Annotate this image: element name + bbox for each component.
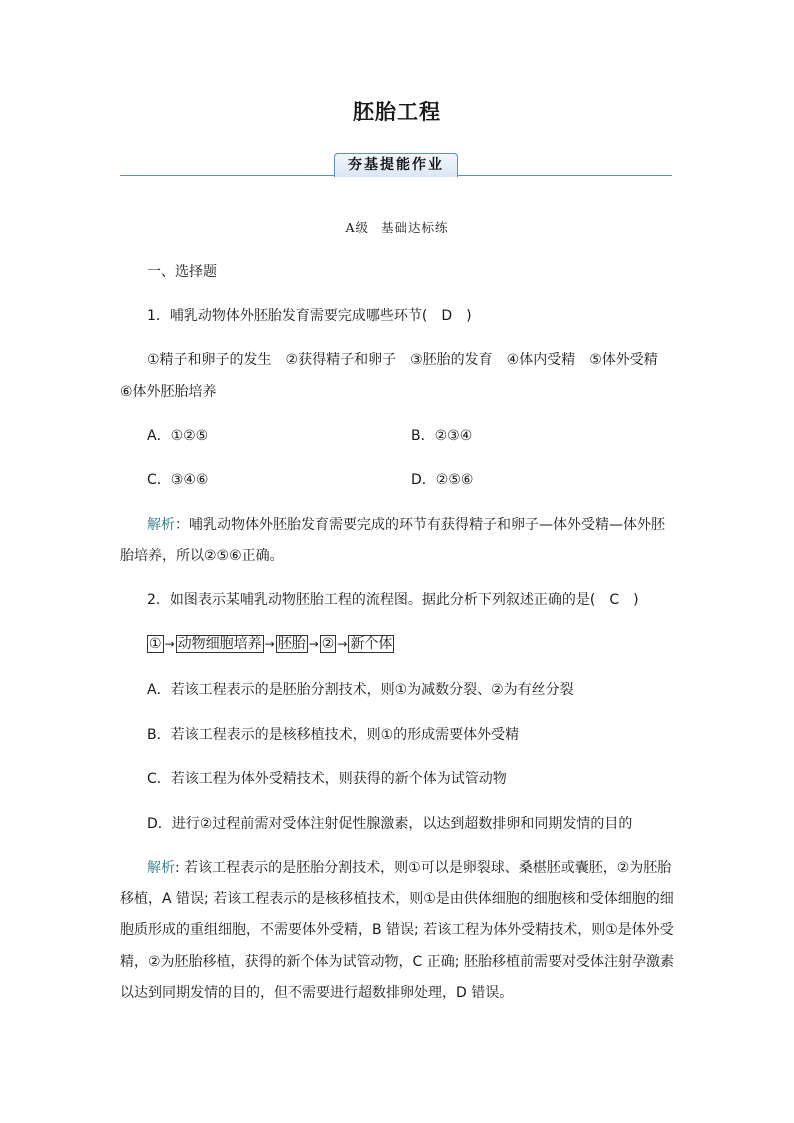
q2-analysis-line4: 精，②为胚胎移植，获得的新个体为试管动物，C 正确; 胚胎移植前需要对受体注射孕激素 xyxy=(120,954,674,970)
flow-step-1: ① xyxy=(149,636,162,652)
q2-option-d: D．进行②过程前需对受体注射促性腺激素，以达到超数排卵和同期发情的目的 xyxy=(147,816,633,832)
q2-option-c: C．若该工程为体外受精技术，则获得的新个体为试管动物 xyxy=(147,771,507,787)
q1-option-b: B．②③④ xyxy=(411,428,473,444)
level-heading xyxy=(0,218,794,236)
q1-option-d: D．②⑤⑥ xyxy=(411,472,474,488)
q2-analysis-line2: 移植，A 错误; 若该工程表示的是核移植技术，则①是由供体细胞的细胞核和受体细胞的细 xyxy=(120,891,674,907)
q1-analysis-label: 解析 xyxy=(147,517,175,533)
q2-analysis-line3: 胞质形成的重组细胞，不需要体外受精，B 错误; 若该工程为体外受精技术，则①是体外受 xyxy=(120,922,674,938)
flow-arrow-icon: → xyxy=(308,637,319,651)
q1-items-line1: ①精子和卵子的发生 ②获得精子和卵子 ③胚胎的发育 ④体内受精 ⑤体外受精 xyxy=(147,352,658,368)
q2-flow-diagram xyxy=(147,635,394,653)
flow-step-3: 胚胎 xyxy=(277,636,306,652)
page-title: 胚胎工程 xyxy=(353,100,441,124)
level-grade: A级 xyxy=(345,220,369,235)
flow-arrow-icon: → xyxy=(337,637,348,651)
q1-option-a: A．①②⑤ xyxy=(147,428,209,444)
homework-banner: 夯基提能作业 xyxy=(334,153,458,177)
q2-option-b: B．若该工程表示的是核移植技术，则①的形成需要体外受精 xyxy=(147,727,520,743)
q1-items-line2: ⑥体外胚胎培养 xyxy=(120,384,217,400)
flow-arrow-icon: → xyxy=(264,637,275,651)
q2-analysis-label: 解析 xyxy=(147,860,175,876)
q1-analysis-line1 xyxy=(147,515,665,535)
q2-analysis-line5: 以达到同期发情的目的，但不需要进行超数排卵处理，D 错误。 xyxy=(120,985,514,1001)
q1-analysis-line2: 胎培养，所以②⑤⑥正确。 xyxy=(120,548,284,564)
flow-step-2: 动物细胞培养 xyxy=(177,636,262,652)
q2-analysis-line1 xyxy=(147,858,671,878)
q1-analysis-text: ：哺乳动物体外胚胎发育需要完成的环节有获得精子和卵子—体外受精—体外胚 xyxy=(175,517,665,533)
q2-option-a: A．若该工程表示的是胚胎分割技术，则①为减数分裂、②为有丝分裂 xyxy=(147,682,574,698)
flow-arrow-icon: → xyxy=(164,637,175,651)
level-name: 基础达标练 xyxy=(381,220,449,235)
q2-analysis-text: : 若该工程表示的是胚胎分割技术，则①可以是卵裂球、桑椹胚或囊胚，②为胚胎 xyxy=(175,860,672,876)
q2-stem: 2．如图表示某哺乳动物胚胎工程的流程图。据此分析下列叙述正确的是( C ) xyxy=(147,592,639,608)
q1-stem: 1．哺乳动物体外胚胎发育需要完成哪些环节( D ) xyxy=(147,308,472,324)
section-heading: 一、选择题 xyxy=(147,264,217,280)
flow-step-4: ② xyxy=(321,636,335,652)
flow-step-5: 新个体 xyxy=(350,636,393,652)
q1-option-c: C．③④⑥ xyxy=(147,472,209,488)
